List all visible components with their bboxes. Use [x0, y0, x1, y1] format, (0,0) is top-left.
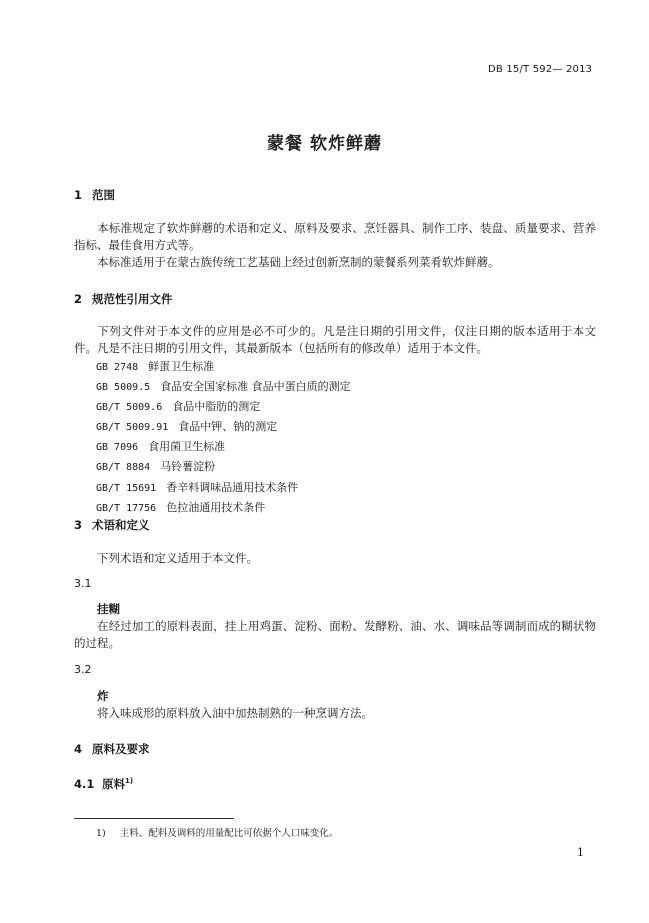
reference-code: GB 7096 [96, 442, 139, 454]
section-title: 规范性引用文件 [92, 292, 173, 306]
footnote-reference[interactable]: 1) [125, 777, 134, 786]
reference-item [96, 437, 351, 457]
section-1-paragraph-2 [74, 254, 596, 271]
term-3-1-name: 挂糊 [97, 602, 120, 616]
section-2-heading [74, 291, 173, 307]
paragraph-text: 本标准规定了软炸鲜蘑的术语和定义、原料及要求、烹饪器具、制作工序、装盘、质量要求、营养指标、最佳食用方式等。 [74, 221, 596, 252]
section-2-intro [74, 323, 596, 357]
footnote-text: 主料、配料及调料的用量配比可依据个人口味变化。 [119, 828, 339, 839]
reference-title: 香辛料调味品通用技术条件 [166, 480, 299, 494]
standard-number: DB 15/T 592— 2013 [488, 64, 593, 75]
reference-code: GB/T 5009.91 [96, 422, 169, 434]
paragraph-text: 在经过加工的原料表面，挂上用鸡蛋、淀粉、面粉、发酵粉、油、水、调味品等调制而成的糊状物的过程。 [74, 619, 596, 650]
term-3-2-number: 3.2 [74, 663, 92, 676]
section-title: 原料 [102, 777, 125, 791]
section-3-heading [74, 517, 150, 533]
section-1-heading [74, 187, 115, 203]
term-3-1-number: 3.1 [74, 577, 92, 590]
document-title: 蒙餐 软炸鲜蘑 [267, 134, 382, 154]
reference-title: 马铃薯淀粉 [160, 460, 216, 474]
reference-title: 食用菌卫生标准 [148, 440, 226, 454]
section-title: 原料及要求 [92, 742, 150, 756]
reference-item [96, 478, 351, 498]
section-number: 3 [74, 518, 83, 532]
section-3-intro [74, 550, 596, 567]
footnote-mark: 1) [96, 828, 106, 839]
reference-code: GB 2748 [96, 362, 139, 373]
reference-code: GB/T 8884 [96, 462, 151, 474]
section-4-1-heading [74, 776, 133, 792]
reference-code: GB/T 17756 [96, 502, 157, 514]
reference-code: GB/T 15691 [96, 482, 157, 494]
section-title: 术语和定义 [92, 518, 150, 532]
section-number: 4.1 [74, 777, 95, 791]
paragraph-text: 将入味成形的原料放入油中加热制熟的一种烹调方法。 [97, 706, 373, 720]
paragraph-text: 下列文件对于本文件的应用是必不可少的。凡是注日期的引用文件，仅注日期的版本适用于本文件。凡是不注日期的引用文件，其最新版本（包括所有的修改单）适用于本文件。 [74, 324, 596, 355]
reference-item [96, 397, 351, 417]
reference-title: 食品安全国家标准 食品中蛋白质的测定 [160, 380, 351, 394]
term-3-1-definition [74, 618, 596, 652]
reference-item [96, 498, 351, 518]
reference-code: GB 5009.5 [96, 382, 151, 394]
reference-title: 鲜蛋卫生标准 [148, 360, 215, 373]
section-1-paragraph-1 [74, 220, 596, 254]
paragraph-text: 本标准适用于在蒙古族传统工艺基础上经过创新烹制的蒙餐系列菜肴软炸鲜蘑。 [97, 255, 500, 269]
footnote-separator [74, 818, 234, 819]
footnote [96, 825, 338, 839]
page-number: 1 [577, 846, 584, 859]
reference-title: 色拉油通用技术条件 [166, 500, 266, 514]
paragraph-text: 下列术语和定义适用于本文件。 [97, 551, 258, 565]
reference-item [96, 357, 351, 377]
section-number: 4 [74, 742, 83, 756]
term-3-2-definition [74, 705, 596, 722]
reference-title: 食品中钾、钠的测定 [178, 420, 278, 434]
reference-item [96, 457, 351, 477]
section-number: 1 [74, 188, 83, 202]
reference-code: GB/T 5009.6 [96, 402, 163, 414]
normative-references-list [96, 357, 351, 518]
reference-title: 食品中脂肪的测定 [172, 400, 261, 414]
term-3-2-name: 炸 [97, 689, 109, 703]
reference-item [96, 377, 351, 397]
section-title: 范围 [92, 188, 115, 202]
section-4-heading [74, 741, 150, 757]
section-number: 2 [74, 292, 83, 306]
reference-item [96, 417, 351, 437]
